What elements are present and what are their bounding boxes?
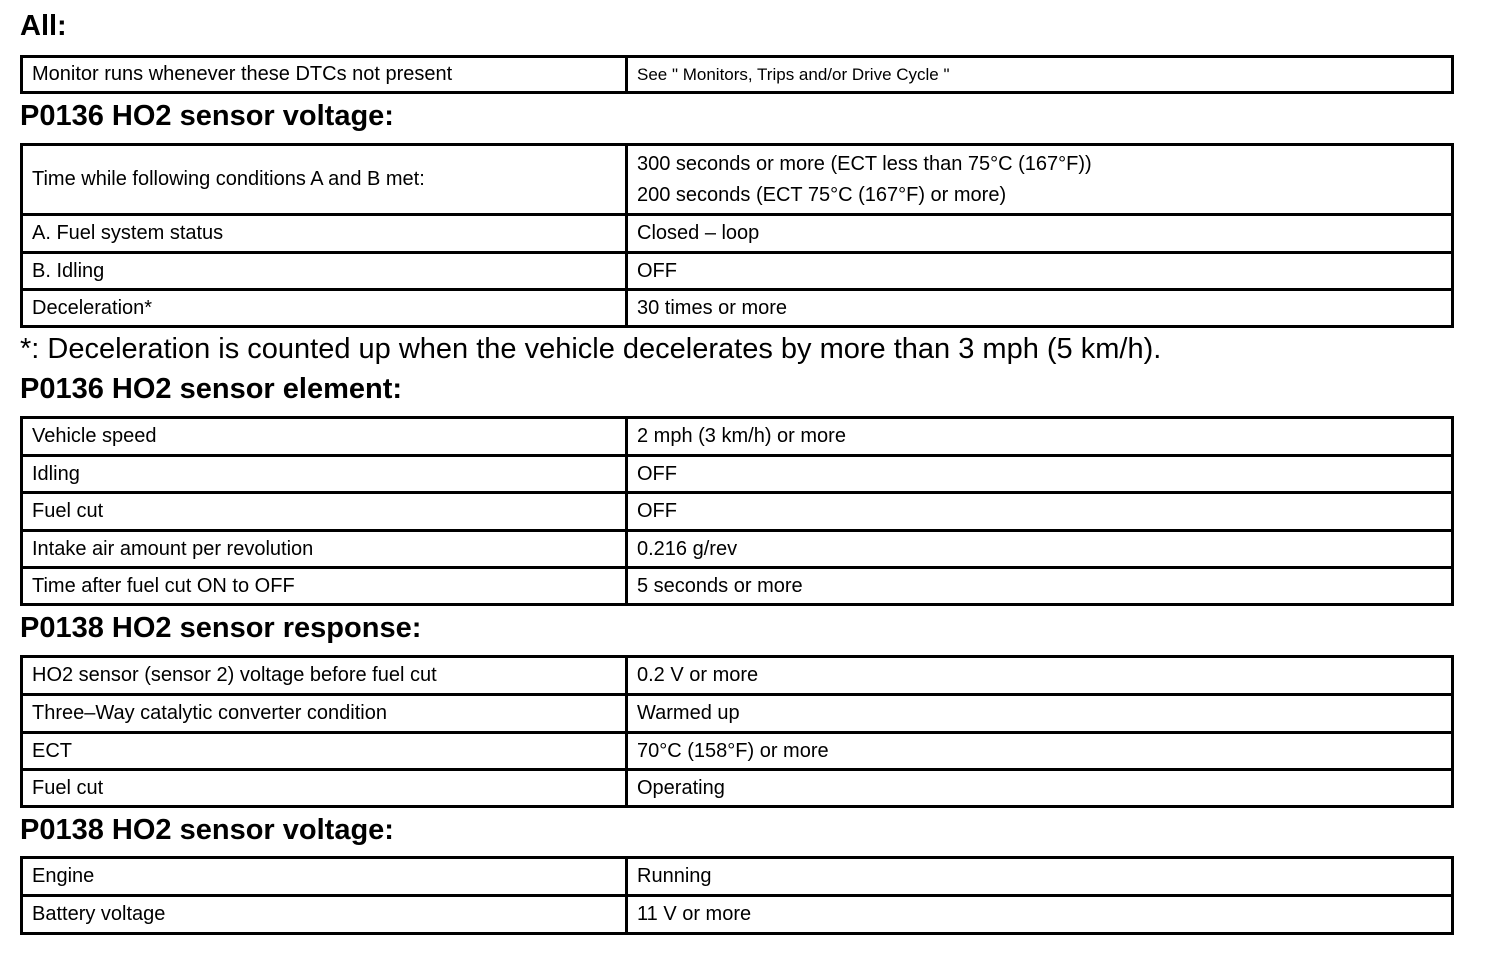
condition-cell: ECT: [22, 733, 627, 770]
condition-cell: Deceleration*: [22, 290, 627, 327]
section-heading-all: All:: [20, 10, 67, 42]
table-row: [22, 145, 1453, 215]
value-cell: 5 seconds or more: [627, 568, 1453, 605]
value-cell: 30 times or more: [627, 290, 1453, 327]
value-line: 300 seconds or more (ECT less than 75°C (167°F)): [637, 152, 1092, 175]
table-row: [22, 531, 1453, 568]
section-heading-p0136-voltage: P0136 HO2 sensor voltage:: [20, 100, 394, 132]
condition-cell: HO2 sensor (sensor 2) voltage before fuel cut: [22, 657, 627, 695]
value-cell: [627, 145, 1453, 215]
table-row: [22, 896, 1453, 934]
value-cell: 0.2 V or more: [627, 657, 1453, 695]
table-row: [22, 456, 1453, 493]
table-row: [22, 215, 1453, 253]
value-cell: Warmed up: [627, 695, 1453, 733]
table-row: [22, 493, 1453, 531]
table-row: [22, 733, 1453, 770]
value-cell: 11 V or more: [627, 896, 1453, 934]
p0136-element-table: [20, 416, 1454, 606]
table-row: [22, 290, 1453, 327]
value-cell: Closed – loop: [627, 215, 1453, 253]
condition-cell: Idling: [22, 456, 627, 493]
condition-cell: Time while following conditions A and B met:: [22, 145, 627, 215]
section-heading-p0136-element: P0136 HO2 sensor element:: [20, 373, 403, 405]
value-line: 200 seconds (ECT 75°C (167°F) or more): [637, 183, 1007, 206]
all-conditions-table: [20, 55, 1454, 94]
value-cell: OFF: [627, 493, 1453, 531]
table-row: [22, 253, 1453, 290]
condition-cell: A. Fuel system status: [22, 215, 627, 253]
condition-cell: Monitor runs whenever these DTCs not present: [22, 57, 627, 93]
condition-cell: Vehicle speed: [22, 418, 627, 456]
table-row: [22, 695, 1453, 733]
condition-cell: B. Idling: [22, 253, 627, 290]
table-row: [22, 568, 1453, 605]
condition-cell: Time after fuel cut ON to OFF: [22, 568, 627, 605]
p0138-response-table: [20, 655, 1454, 808]
deceleration-footnote: *: Deceleration is counted up when the vehicle decelerates by more than 3 mph (5 km/h).: [20, 333, 1162, 365]
value-cell: 0.216 g/rev: [627, 531, 1453, 568]
section-heading-p0138-response: P0138 HO2 sensor response:: [20, 612, 422, 644]
value-cell: See " Monitors, Trips and/or Drive Cycle ": [627, 57, 1453, 93]
section-heading-p0138-voltage: P0138 HO2 sensor voltage:: [20, 814, 394, 846]
table-row: [22, 858, 1453, 896]
condition-cell: Engine: [22, 858, 627, 896]
condition-cell: Intake air amount per revolution: [22, 531, 627, 568]
condition-cell: Three–Way catalytic converter condition: [22, 695, 627, 733]
value-cell: OFF: [627, 456, 1453, 493]
p0136-voltage-table: [20, 143, 1454, 328]
value-cell: Operating: [627, 770, 1453, 807]
value-cell: 2 mph (3 km/h) or more: [627, 418, 1453, 456]
table-row: [22, 657, 1453, 695]
condition-cell: Fuel cut: [22, 493, 627, 531]
condition-cell: Battery voltage: [22, 896, 627, 934]
value-cell: Running: [627, 858, 1453, 896]
table-row: [22, 418, 1453, 456]
p0138-voltage-table: [20, 856, 1454, 935]
table-row: [22, 770, 1453, 807]
value-cell: OFF: [627, 253, 1453, 290]
value-cell: 70°C (158°F) or more: [627, 733, 1453, 770]
table-row: [22, 57, 1453, 93]
condition-cell: Fuel cut: [22, 770, 627, 807]
